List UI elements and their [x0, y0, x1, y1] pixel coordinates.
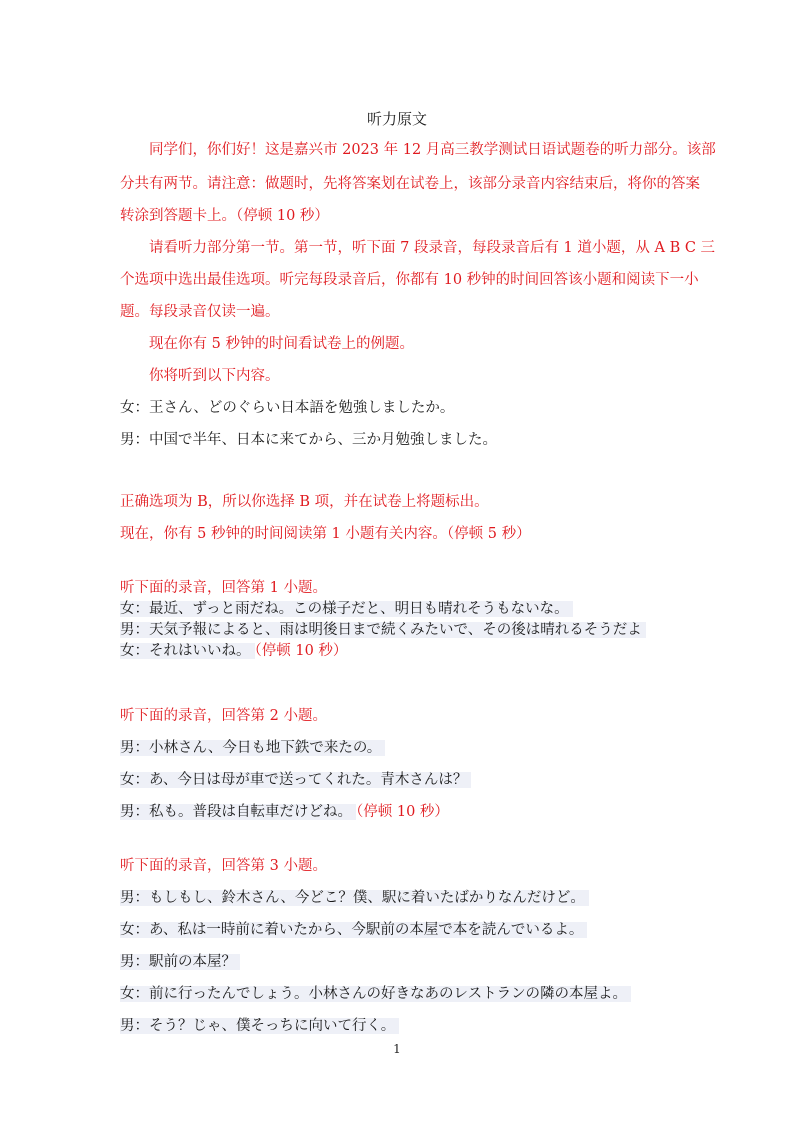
- read-q1-note: 现在，你有 5 秒钟的时间阅读第 1 小题有关内容。（停顿 5 秒）: [120, 526, 531, 542]
- q2-line-2: [120, 770, 471, 790]
- page-title: 听力原文: [366, 110, 427, 128]
- example-line-2: 男：中国で半年、日本に来てから、三か月勉強しました。: [120, 432, 497, 448]
- q1-line-3-text: 女：それはいいね。: [120, 643, 255, 659]
- example-line-1: 女：王さん、どのぐらい日本語を勉強しましたか。: [120, 400, 455, 416]
- q2-pause-note: （停顿 10 秒）: [356, 804, 449, 820]
- q3-line-4: [120, 984, 631, 1004]
- intro-line-2: 分共有两节。请注意：做题时，先将答案划在试卷上，该部分录音内容结束后，将你的答案: [120, 176, 700, 192]
- q3-line-1: [120, 888, 589, 908]
- q3-header: 听下面的录音，回答第 3 小题。: [120, 858, 327, 874]
- q1-line-2-text: 男：天気予報によると、雨は明後日まで続くみたいで、その後は晴れるそうだよ: [120, 622, 646, 638]
- q3-line-5-text: 男：そう？じゃ、僕そっちに向いて行く。: [120, 1018, 399, 1034]
- q3-line-2-text: 女：あ、私は一時前に着いたから、今駅前の本屋で本を読んでいるよ。: [120, 922, 587, 938]
- q1-line-1-text: 女：最近、ずっと雨だね。この様子だと、明日も晴れそうもないな。: [120, 601, 573, 617]
- answer-note: 正确选项为 B，所以你选择 B 项，并在试卷上将题标出。: [120, 494, 489, 510]
- q3-line-3: [120, 952, 240, 972]
- q1-line-1: [120, 599, 573, 619]
- q3-line-3-text: 男：駅前の本屋？: [120, 954, 240, 970]
- section1-line-1: 请看听力部分第一节。第一节，听下面 7 段录音，每段录音后有 1 道小题，从 A B C 三: [149, 240, 716, 256]
- intro-line-1: 同学们，你们好！这是嘉兴市 2023 年 12 月高三教学测试日语试题卷的听力部分。该部: [149, 142, 716, 158]
- q2-line-2-text: 女：あ、今日は母が車で送ってくれた。青木さんは？: [120, 772, 471, 788]
- q2-line-1: [120, 738, 385, 758]
- q1-line-2: [120, 620, 646, 640]
- q3-line-5: [120, 1016, 399, 1036]
- q2-line-3: [120, 802, 449, 822]
- q3-line-4-text: 女：前に行ったんでしょう。小林さんの好きなあのレストランの隣の本屋よ。: [120, 986, 631, 1002]
- q2-line-3-text: 男：私も。普段は自転車だけどね。: [120, 804, 356, 820]
- q2-header: 听下面的录音，回答第 2 小题。: [120, 708, 327, 724]
- section1-line-2: 个选项中选出最佳选项。听完每段录音后，你都有 10 秒钟的时间回答该小题和阅读下一小: [120, 272, 699, 288]
- q1-header: 听下面的录音，回答第 1 小题。: [120, 580, 327, 596]
- q3-line-2: [120, 920, 587, 940]
- q1-line-3: [120, 641, 347, 661]
- q2-line-1-text: 男：小林さん、今日も地下鉄で来たの。: [120, 740, 385, 756]
- page-number: 1: [393, 1042, 401, 1056]
- intro-line-3: 转涂到答题卡上。（停顿 10 秒）: [120, 208, 329, 224]
- example-instruction: 现在你有 5 秒钟的时间看试卷上的例题。: [149, 336, 414, 352]
- section1-line-3: 题。每段录音仅读一遍。: [120, 304, 280, 320]
- q3-line-1-text: 男：もしもし、鈴木さん、今どこ？僕、駅に着いたばかりなんだけど。: [120, 890, 589, 906]
- q1-pause-note: （停顿 10 秒）: [254, 643, 348, 659]
- will-hear-note: 你将听到以下内容。: [149, 368, 280, 384]
